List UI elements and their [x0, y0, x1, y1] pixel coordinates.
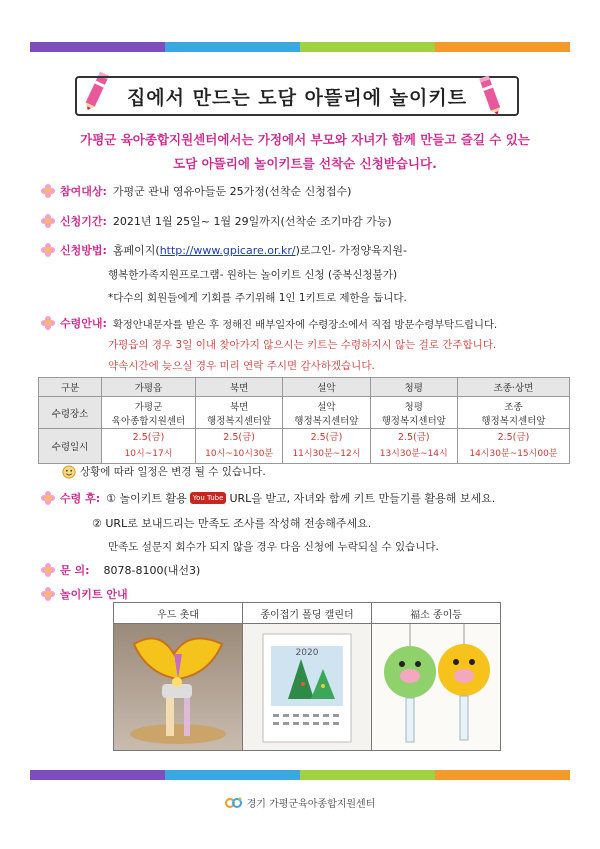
row-label: 수령일시 [39, 429, 102, 464]
flower-icon [40, 183, 56, 199]
place-cell: 청평 행정복지센터앞 [370, 397, 457, 429]
smile-icon [62, 465, 76, 479]
method-line-2: 행복한가족지원프로그램- 원하는 놀이키트 신청 (중복신청불가) [108, 269, 398, 281]
method-label: 신청방법: [60, 244, 107, 257]
contact-row [40, 562, 200, 578]
kit-item [243, 603, 372, 750]
kit-label: 놀이키트 안내 [60, 588, 128, 601]
intro-line-2: 도담 아뜰리에 놀이키트를 선착순 신청받습니다. [173, 156, 437, 171]
paper-lantern-image [372, 624, 500, 750]
kit-item [372, 603, 500, 750]
date-cell: 2.5(금) 10시~10시30분 [195, 429, 282, 464]
bar-segment [30, 770, 165, 780]
contact-label: 문 의: [60, 564, 90, 577]
place-cell: 설악 행정복지센터앞 [283, 397, 370, 429]
date-cell: 2.5(금) 10시~17시 [102, 429, 196, 464]
pickup-warning-2: 약속시간에 늦으실 경우 미리 연락 주시면 감사하겠습니다. [108, 360, 375, 372]
kit-item-name: 종이접기 폴딩 캘린더 [243, 603, 371, 624]
row-label: 수령장소 [39, 397, 102, 429]
top-color-bar [30, 42, 570, 52]
intro-line-1: 가평군 육아종합지원센터에서는 가정에서 부모와 자녀가 함께 만들고 즐길 수 있는 [80, 132, 530, 147]
place-cell: 조종 행정복지센터앞 [457, 397, 569, 429]
table-header: 설악 [283, 378, 370, 397]
after-row [40, 490, 495, 506]
homepage-link[interactable]: http://www.gpicare.or.kr/ [159, 243, 296, 257]
kit-item-name: 福소 종이등 [372, 603, 500, 624]
method-row [40, 242, 407, 258]
table-header: 가평읍 [102, 378, 196, 397]
after-line-1b: URL을 받고, 자녀와 함께 키트 만들기를 활용해 보세요. [229, 492, 496, 505]
method-prefix: 홈페이지( [112, 244, 160, 257]
after-line-1a: ① 놀이키트 활용 [106, 492, 187, 505]
table-header: 북면 [195, 378, 282, 397]
flower-icon [40, 315, 56, 331]
contact-text: 8078-8100(내선3) [103, 564, 201, 577]
flower-icon [40, 586, 56, 602]
flower-icon [40, 562, 56, 578]
bar-segment [165, 42, 300, 52]
note-text: 상황에 따라 일정은 변경 될 수 있습니다. [80, 466, 266, 478]
date-cell: 2.5(금) 13시30분~14시 [370, 429, 457, 464]
target-row [40, 183, 351, 199]
target-label: 참여대상: [60, 185, 107, 198]
pickup-row [40, 315, 497, 331]
method-suffix: )로그인- 가정양육지원- [295, 244, 407, 257]
center-logo-icon [225, 796, 243, 810]
place-cell: 북면 행정복지센터앞 [195, 397, 282, 429]
period-text: 2021년 1월 25일~ 1월 29일까지(선착순 조기마감 가능) [112, 215, 392, 228]
pickup-label: 수령안내: [60, 317, 107, 330]
note-row [62, 464, 266, 479]
flower-icon [40, 213, 56, 229]
bottom-color-bar [30, 770, 570, 780]
table-header: 조종·상면 [457, 378, 569, 397]
youtube-icon: You Tube [190, 492, 227, 504]
target-text: 가평군 관내 영유아들둔 25가정(선착순 신청접수) [112, 185, 352, 198]
kit-row [40, 586, 134, 602]
pickup-warning-1: 가평읍의 경우 3일 이내 찾아가지 않으시는 키트는 수령하지시 않는 걸로 간주합니다. [108, 339, 497, 351]
period-row [40, 213, 392, 229]
bar-segment [435, 42, 570, 52]
after-line-2: ② URL로 보내드리는 만족도 조사를 작성해 전송해주세요. [92, 517, 372, 530]
flower-icon [40, 242, 56, 258]
kit-item [114, 603, 243, 750]
method-line-3: *다수의 회원들에게 기회를 주기위해 1인 1키트로 제한을 둡니다. [108, 292, 407, 304]
table-header: 청평 [370, 378, 457, 397]
wood-candle-holder-image [114, 624, 242, 750]
after-line-3: 만족도 설문지 회수가 되지 않을 경우 다음 신청에 누락되실 수 있습니다. [108, 541, 439, 553]
folding-calendar-image [243, 624, 371, 750]
pickup-text: 확정안내문자를 받은 후 정해진 배부일자에 수령장소에서 직접 방문수령부탁드립니다. [112, 318, 498, 331]
schedule-table [38, 377, 570, 464]
date-cell: 2.5(금) 14시30분~15시00분 [457, 429, 569, 464]
bar-segment [165, 770, 300, 780]
kit-table [113, 602, 501, 751]
flower-icon [40, 490, 56, 506]
date-cell: 2.5(금) 11시30분~12시 [283, 429, 370, 464]
table-row [39, 429, 570, 464]
bar-segment [300, 770, 435, 780]
page-title: 집에서 만드는 도담 아뜰리에 놀이키트 [75, 76, 519, 116]
period-label: 신청기간: [60, 215, 107, 228]
kit-item-name: 우드 촛대 [114, 603, 242, 624]
table-header: 구분 [39, 378, 102, 397]
after-label: 수령 후: [60, 492, 101, 505]
bar-segment [30, 42, 165, 52]
place-cell: 가평군 육아종합지원센터 [102, 397, 196, 429]
table-header-row [39, 378, 570, 397]
calendar-year: 2020 [295, 648, 319, 658]
bar-segment [435, 770, 570, 780]
table-row [39, 397, 570, 429]
footer-text: 경기 가평군육아종합지원센터 [246, 799, 376, 810]
bar-segment [300, 42, 435, 52]
footer [0, 795, 600, 810]
